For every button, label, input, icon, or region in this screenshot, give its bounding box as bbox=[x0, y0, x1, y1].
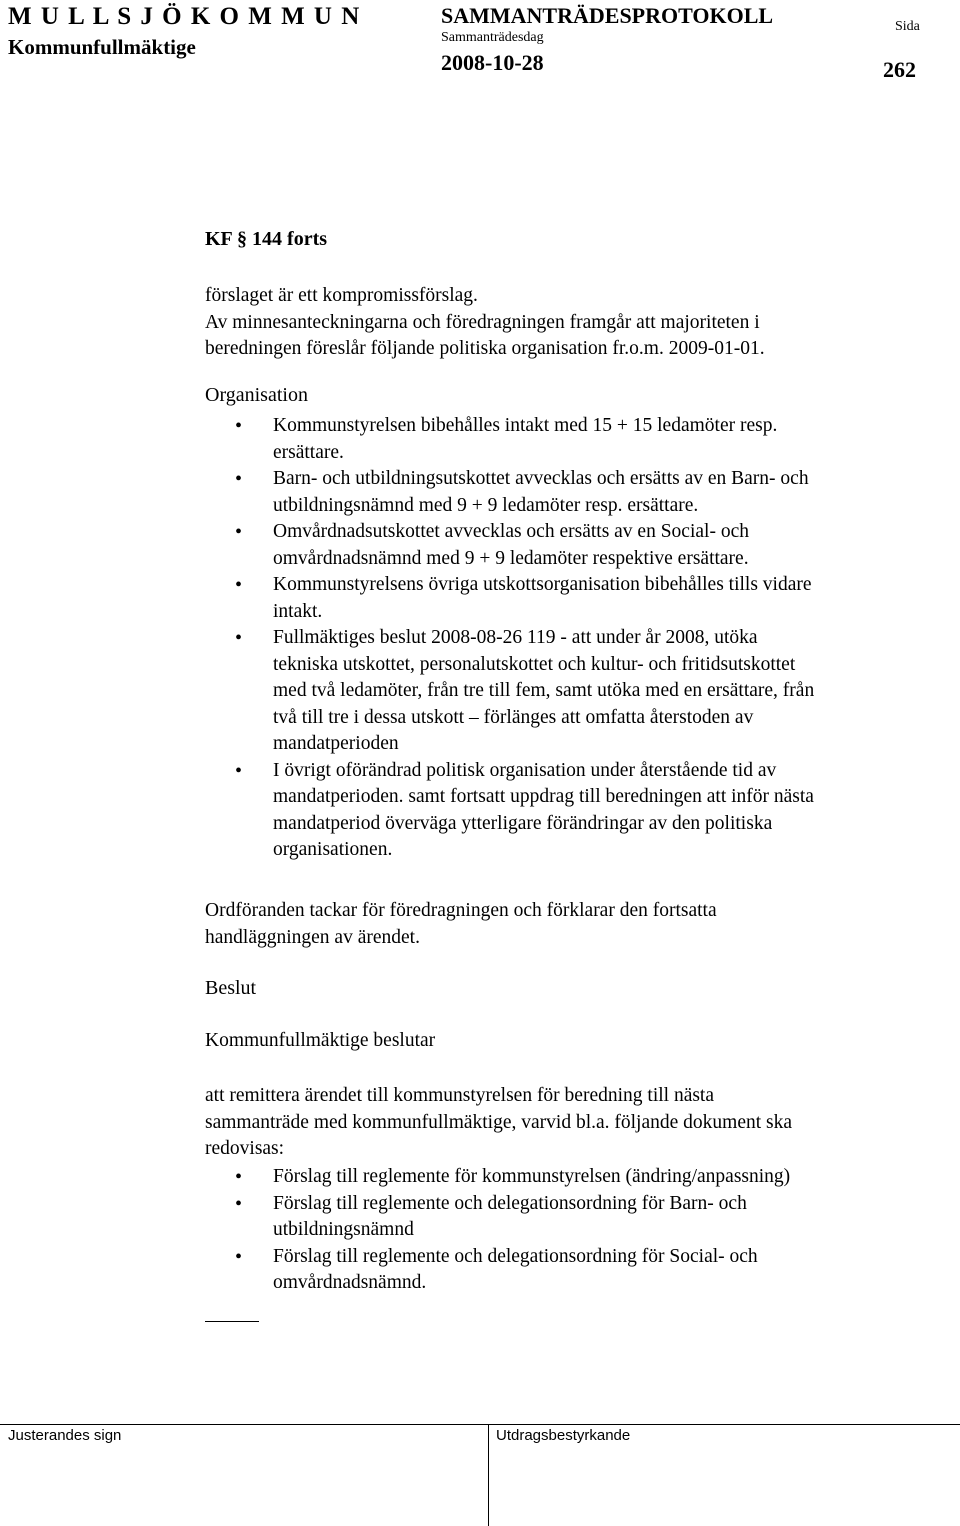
list-item bbox=[205, 413, 925, 466]
text-line: • Fullmäktiges beslut 2008-08-26 119 - att under år 2008, utöka bbox=[273, 627, 758, 648]
text-line: att remittera ärendet till kommunstyrelsen för beredning till nästa bbox=[205, 1085, 715, 1106]
meeting-date-label: Sammanträdesdag bbox=[441, 30, 544, 45]
meeting-date: 2008-10-28 bbox=[441, 50, 544, 75]
list-item bbox=[205, 466, 925, 519]
list-item bbox=[205, 758, 925, 864]
text-line: handläggningen av ärendet. bbox=[205, 926, 420, 948]
organisation-heading: Organisation bbox=[205, 384, 308, 406]
page-label: Sida bbox=[895, 19, 920, 34]
decision-intro: Kommunfullmäktige beslutar bbox=[205, 1030, 436, 1051]
section-heading: KF § 144 forts bbox=[205, 228, 328, 250]
page-number: 262 bbox=[883, 57, 916, 82]
text-line: • Kommunstyrelsen bibehålles intakt med 15 + 15 ledamöter resp. bbox=[273, 415, 778, 436]
municipality-name: M U L L S J Ö K O M M U N bbox=[8, 3, 361, 30]
text-line: omvårdnadsnämnd med 9 + 9 ledamöter respektive ersättare. bbox=[273, 547, 749, 569]
text-line: Av minnesanteckningarna och föredragningen framgår att majoriteten i bbox=[205, 311, 760, 333]
text-line: utbildningsnämnd bbox=[273, 1219, 414, 1240]
decision-paragraph bbox=[205, 1083, 792, 1163]
text-line: • I övrigt oförändrad politisk organisation under återstående tid av bbox=[273, 759, 777, 781]
chair-paragraph bbox=[205, 898, 717, 951]
text-line: sammanträde med kommunfullmäktige, varvid bl.a. följande dokument ska bbox=[205, 1111, 793, 1133]
text-line: utbildningsnämnd med 9 + 9 ledamöter resp. ersättare. bbox=[273, 494, 699, 516]
text-line: • Kommunstyrelsens övriga utskottsorganisation bibehålles tills vidare bbox=[273, 574, 812, 595]
text-line: mandatperioden bbox=[273, 733, 399, 754]
text-line: ersättare. bbox=[273, 441, 344, 463]
list-item bbox=[205, 625, 925, 758]
end-of-section-rule bbox=[205, 1321, 259, 1322]
list-item bbox=[205, 519, 925, 572]
text-line: • Omvårdnadsutskottet avvecklas och ersätts av en Social- och bbox=[273, 521, 749, 542]
footer-column-divider bbox=[488, 1424, 489, 1526]
text-line: mandatperioden. samt fortsatt uppdrag till beredningen att inför nästa bbox=[273, 786, 814, 807]
list-item bbox=[205, 1244, 905, 1297]
text-line: redovisas: bbox=[205, 1138, 285, 1159]
text-line: tekniska utskottet, personalutskottet och kultur- och fritidsutskottet bbox=[273, 653, 796, 675]
intro-paragraph bbox=[205, 283, 765, 363]
list-item bbox=[205, 1164, 905, 1191]
extract-certification-label: Utdragsbestyrkande bbox=[496, 1427, 631, 1444]
justifier-signature-label: Justerandes sign bbox=[8, 1427, 122, 1444]
organisation-list bbox=[205, 413, 925, 864]
text-line: två till tre i dessa utskott – förlänges att omfatta återstoden av bbox=[273, 706, 754, 728]
text-line: • Förslag till reglemente för kommunstyrelsen (ändring/anpassning) bbox=[273, 1166, 791, 1187]
text-line: beredningen föreslår följande politiska organisation fr.o.m. 2009-01-01. bbox=[205, 338, 765, 359]
text-line: mandatperiod överväga ytterligare förändringar av den politiska bbox=[273, 812, 773, 834]
document-list bbox=[205, 1164, 905, 1297]
text-line: organisationen. bbox=[273, 839, 393, 860]
text-line: • Förslag till reglemente och delegationsordning för Barn- och bbox=[273, 1192, 747, 1214]
text-line: intakt. bbox=[273, 600, 323, 622]
text-line: • Barn- och utbildningsutskottet avvecklas och ersätts av en Barn- och bbox=[273, 468, 809, 489]
text-line: omvårdnadsnämnd. bbox=[273, 1272, 427, 1293]
text-line: Ordföranden tackar för föredragningen och förklarar den fortsatta bbox=[205, 900, 717, 921]
decision-heading: Beslut bbox=[205, 977, 257, 999]
list-item bbox=[205, 1191, 905, 1244]
assembly-name: Kommunfullmäktige bbox=[8, 35, 196, 59]
document-title: SAMMANTRÄDESPROTOKOLL bbox=[441, 3, 774, 28]
text-line: • Förslag till reglemente och delegationsordning för Social- och bbox=[273, 1245, 758, 1267]
footer-divider bbox=[0, 1424, 960, 1425]
list-item bbox=[205, 572, 925, 625]
text-line: med två ledamöter, från tre till fem, samt utöka med en ersättare, från bbox=[273, 680, 815, 701]
text-line: förslaget är ett kompromissförslag. bbox=[205, 285, 478, 306]
